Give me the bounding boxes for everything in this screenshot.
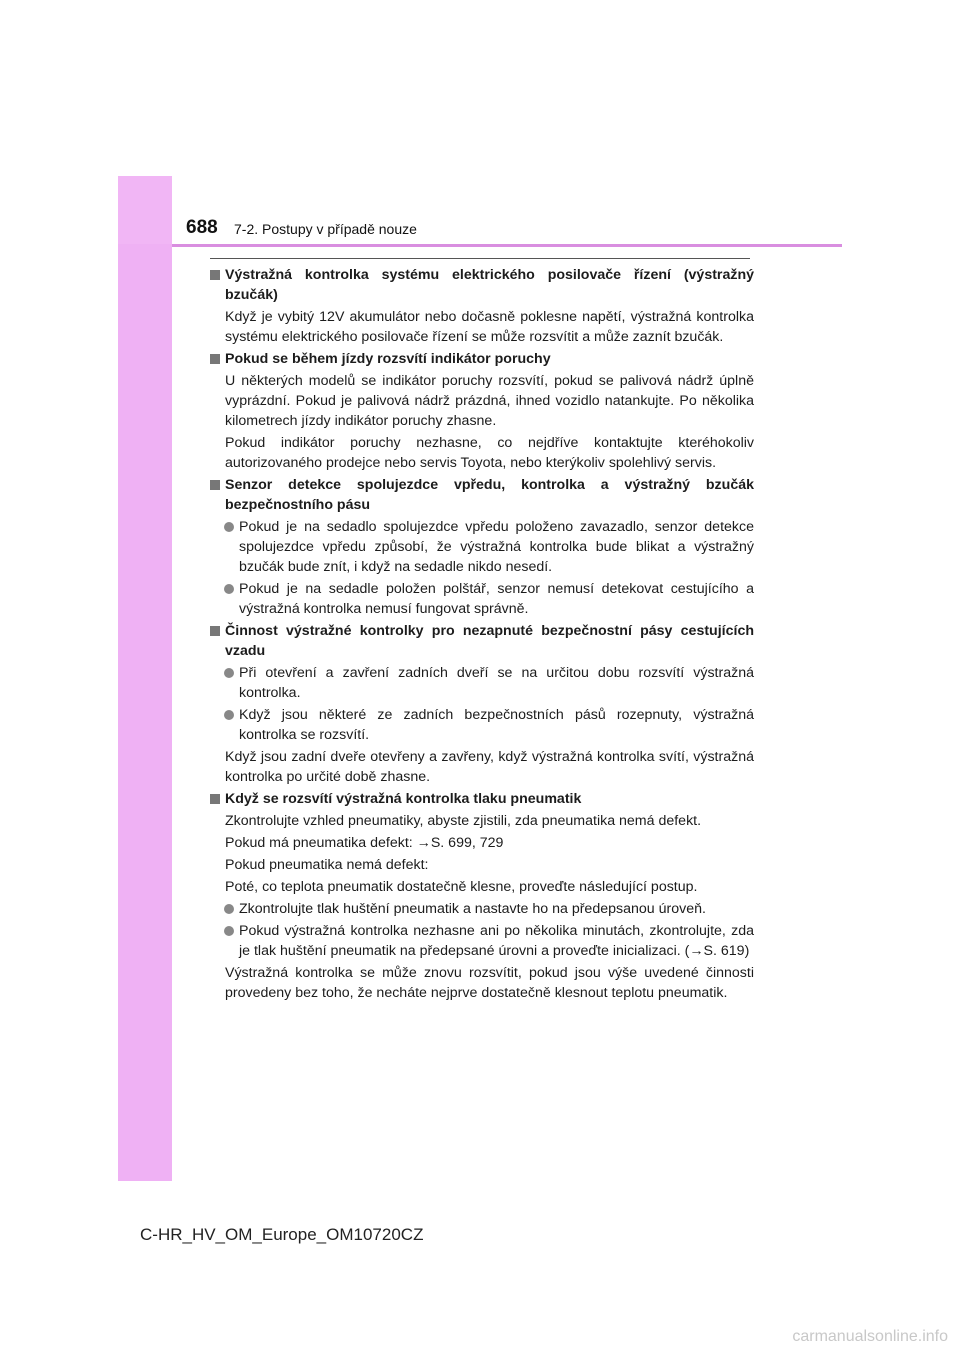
paragraph-text: Zkontrolujte vzhled pneumatiky, abyste zjistili, zda pneumatika nemá defekt. [225,813,702,829]
bullet-item [210,663,754,703]
paragraph [210,833,754,853]
bullet-item [210,899,754,919]
square-bullet-icon [210,354,220,364]
bullet-item [210,705,754,745]
header-tab [118,176,172,244]
round-bullet-icon [224,926,234,936]
square-bullet-icon [210,480,220,490]
paragraph-text: Při otevření a zavření zadních dveří se na určitou dobu rozsvítí výstražná kontrolka. [239,665,754,701]
page-content [210,263,754,1005]
paragraph-text: Poté, co teplota pneumatik dostatečně klesne, proveďte následující postup. [225,879,698,895]
paragraph-text: Pokud je na sedadle položen polštář, senzor nemusí detekovat cestujícího a výstražná kontrolka nemusí fungovat správně. [239,581,754,617]
paragraph [210,963,754,1003]
section-heading-text: Senzor detekce spolujezdce vpředu, kontrolka a výstražný bzučák bezpečnostního pásu [225,477,754,513]
paragraph-text: Výstražná kontrolka se může znovu rozsvítit, pokud jsou výše uvedené činnosti provedeny bez toho, že necháte nejprve dostatečně klesnout teplotu pneumatik. [225,965,754,1001]
round-bullet-icon [224,584,234,594]
section-heading [210,265,754,305]
bullet-item [210,579,754,619]
round-bullet-icon [224,904,234,914]
section-heading [210,349,754,369]
square-bullet-icon [210,270,220,280]
paragraph-text: Pokud indikátor poruchy nezhasne, co nejdříve kontaktujte kteréhokoliv autorizovaného prodejce nebo servis Toyota, nebo kterýkoliv spolehlivý servis. [225,435,754,471]
paragraph-text: Pokud je na sedadlo spolujezdce vpředu položeno zavazadlo, senzor detekce spolujezdce vpředu způsobí, že výstražná kontrolka bude blikat a výstražný bzučák bude znít, i když na sedadle nikdo nesedí. [239,519,754,575]
paragraph-text: Pokud pneumatika nemá defekt: [225,857,429,873]
page-number: 688 [186,217,218,238]
paragraph-text: Když je vybitý 12V akumulátor nebo dočasně poklesne napětí, výstražná kontrolka systému elektrického posilovače řízení se může rozsvítit a může zaznít bzučák. [225,309,754,345]
round-bullet-icon [224,668,234,678]
paragraph [210,877,754,897]
section-heading-text: Pokud se během jízdy rozsvítí indikátor poruchy [225,351,551,367]
paragraph [210,747,754,787]
paragraph-text: Pokud výstražná kontrolka nezhasne ani po několika minutách, zkontrolujte, zda je tlak huštění pneumatik na předepsané úrovni a proveďte inicializaci. (→S. 619) [239,923,754,959]
section-heading-text: Výstražná kontrolka systému elektrického posilovače řízení (výstražný bzučák) [225,267,754,303]
paragraph-text: Zkontrolujte tlak huštění pneumatik a nastavte ho na předepsanou úroveň. [239,901,706,917]
section-heading [210,475,754,515]
paragraph [210,307,754,347]
paragraph [210,855,754,875]
paragraph-text: Když jsou zadní dveře otevřeny a zavřeny, když výstražná kontrolka svítí, výstražná kontrolka po určité době zhasne. [225,749,754,785]
paragraph [210,433,754,473]
paragraph-text: U některých modelů se indikátor poruchy rozsvítí, pokud se palivová nádrž úplně vyprázdní. Pokud je palivová nádrž prázdná, ihned vozidlo natankujte. Po několika kilometrech jízdy indikátor poruchy zhasne. [225,373,754,429]
round-bullet-icon [224,710,234,720]
content-top-rule [210,258,750,259]
section-title: 7-2. Postupy v případě nouze [234,221,417,237]
header-divider [172,244,842,247]
bullet-item [210,921,754,961]
square-bullet-icon [210,626,220,636]
section-heading [210,621,754,661]
section-heading [210,789,754,809]
paragraph-text: Pokud má pneumatika defekt: →S. 699, 729 [225,835,504,851]
chapter-tab-band [118,176,172,1181]
section-heading-text: Když se rozsvítí výstražná kontrolka tlaku pneumatik [225,791,582,807]
paragraph [210,371,754,431]
watermark: carmanualsonline.info [792,1328,948,1345]
paragraph-text: Když jsou některé ze zadních bezpečnostních pásů rozepnuty, výstražná kontrolka se rozsvítí. [239,707,754,743]
document-code: C-HR_HV_OM_Europe_OM10720CZ [140,1225,424,1244]
section-heading-text: Činnost výstražné kontrolky pro nezapnuté bezpečnostní pásy cestujících vzadu [225,623,754,659]
bullet-item [210,517,754,577]
square-bullet-icon [210,794,220,804]
paragraph [210,811,754,831]
round-bullet-icon [224,522,234,532]
